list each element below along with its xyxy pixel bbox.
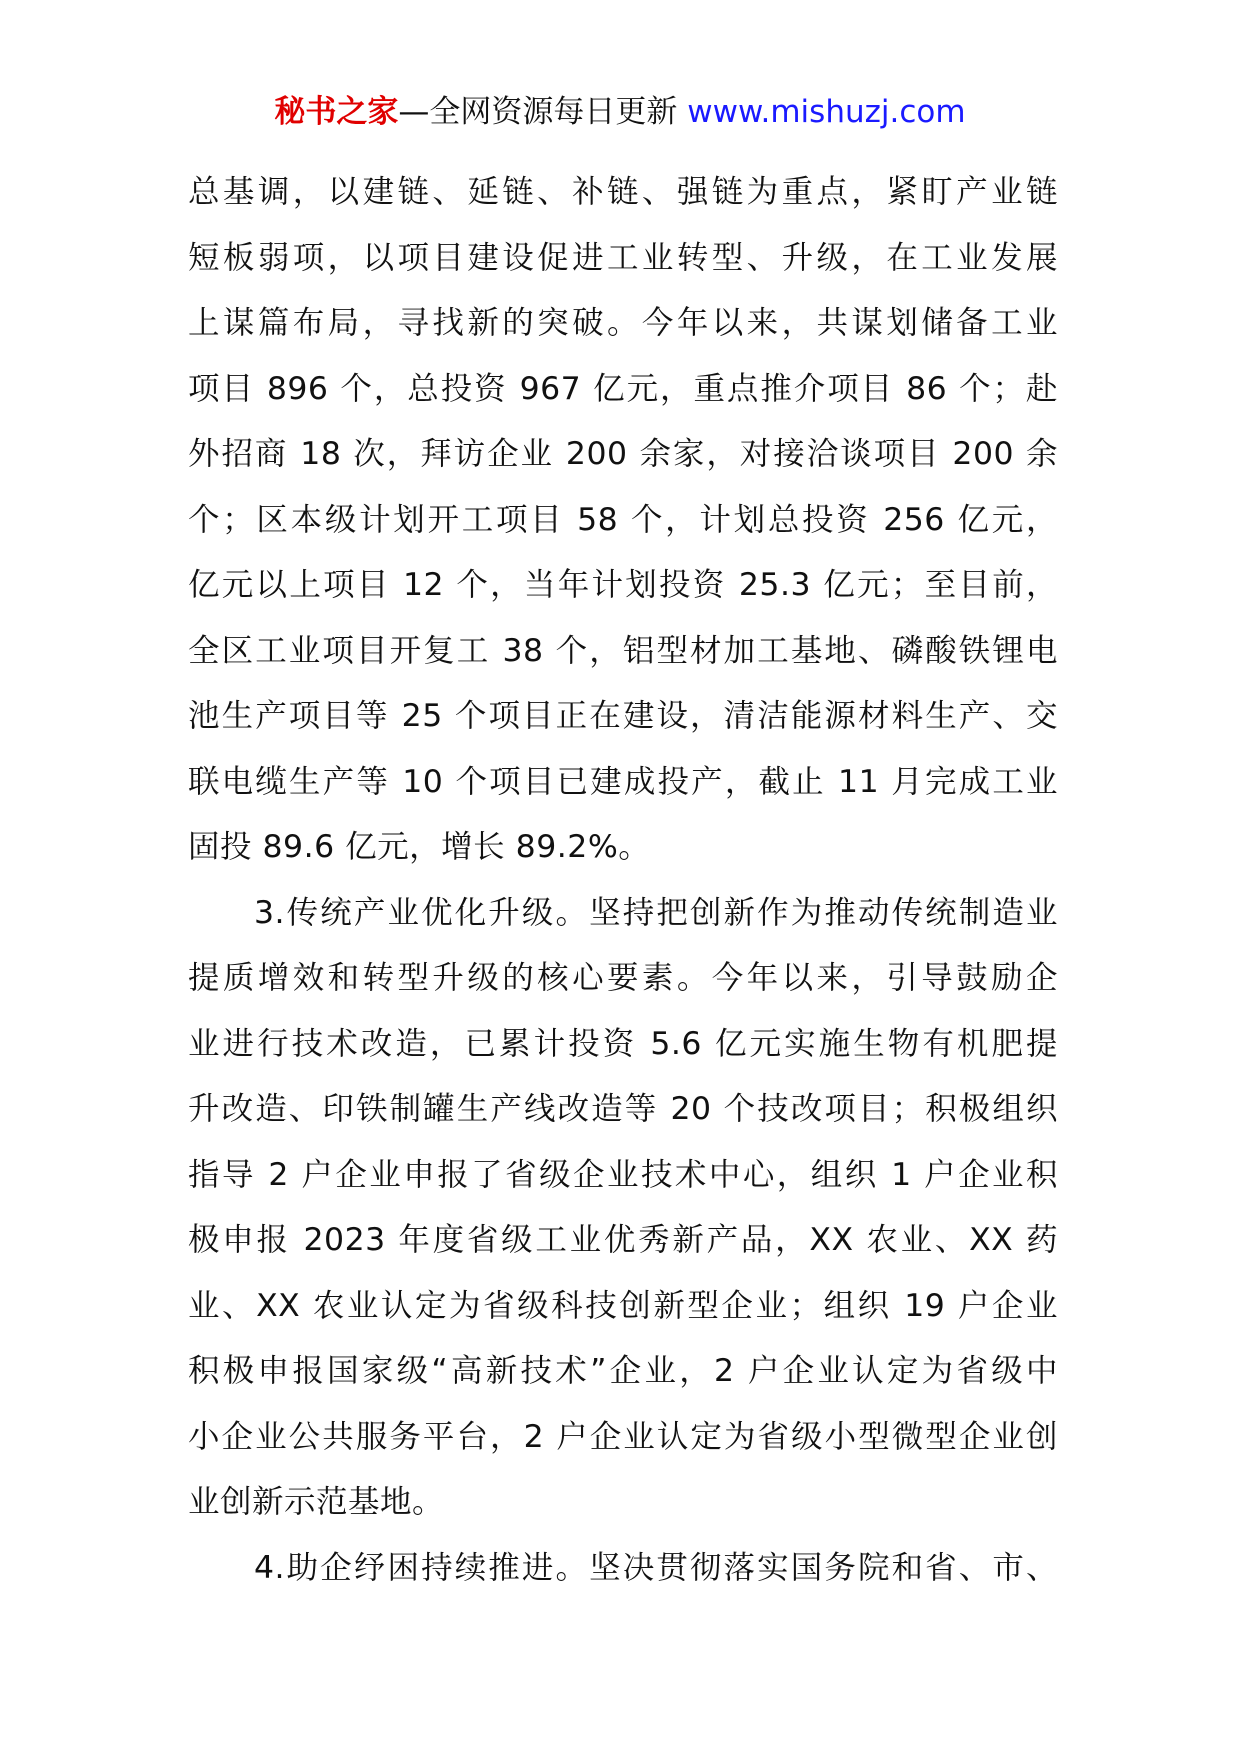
text-line: 4.助企纾困持续推进。坚决贯彻落实国务院和省、市、 (254, 1549, 1058, 1586)
document-body (188, 160, 1058, 1601)
text-line: 3.传统产业优化升级。坚持把创新作为推动传统制造业 (254, 894, 1058, 931)
text-line: 升改造、印铁制罐生产线改造等 20 个技改项目；积极组织 (188, 1091, 1058, 1127)
header-tagline: —全网资源每日更新 (398, 94, 688, 130)
text-line: 固投 89.6 亿元，增长 89.2%。 (188, 829, 651, 865)
text-line: 联电缆生产等 10 个项目已建成投产，截止 11 月完成工业 (188, 763, 1058, 800)
text-line: 池生产项目等 25 个项目正在建设，清洁能源材料生产、交 (188, 698, 1058, 734)
text-line: 业创新示范基地。 (188, 1484, 445, 1520)
text-line: 提质增效和转型升级的核心要素。今年以来，引导鼓励企 (188, 960, 1058, 996)
text-line: 小企业公共服务平台，2 户企业认定为省级小型微型企业创 (188, 1418, 1058, 1455)
text-line: 个；区本级计划开工项目 58 个，计划总投资 256 亿元， (188, 501, 1058, 538)
text-line: 积极申报国家级“高新技术”企业，2 户企业认定为省级中 (188, 1353, 1058, 1389)
header-brand: 秘书之家 (274, 94, 399, 130)
header-url-link[interactable]: www.mishuzj.com (687, 94, 966, 130)
page-header (0, 92, 1240, 132)
text-line: 业、XX 农业认定为省级科技创新型企业；组织 19 户企业 (188, 1287, 1058, 1324)
text-line: 全区工业项目开复工 38 个，铝型材加工基地、磷酸铁锂电 (188, 632, 1058, 669)
text-line: 短板弱项，以项目建设促进工业转型、升级，在工业发展 (188, 239, 1058, 276)
text-line: 项目 896 个，总投资 967 亿元，重点推介项目 86 个；赴 (188, 370, 1058, 407)
text-line: 业进行技术改造，已累计投资 5.6 亿元实施生物有机肥提 (188, 1025, 1058, 1062)
text-line: 总基调，以建链、延链、补链、强链为重点，紧盯产业链 (188, 174, 1058, 210)
text-line: 外招商 18 次，拜访企业 200 余家，对接洽谈项目 200 余 (188, 436, 1058, 472)
text-line: 极申报 2023 年度省级工业优秀新产品，XX 农业、XX 药 (188, 1222, 1058, 1258)
text-line: 上谋篇布局，寻找新的突破。今年以来，共谋划储备工业 (188, 305, 1058, 341)
text-line: 指导 2 户企业申报了省级企业技术中心，组织 1 户企业积 (188, 1156, 1058, 1193)
text-line: 亿元以上项目 12 个，当年计划投资 25.3 亿元；至目前， (188, 567, 1058, 603)
